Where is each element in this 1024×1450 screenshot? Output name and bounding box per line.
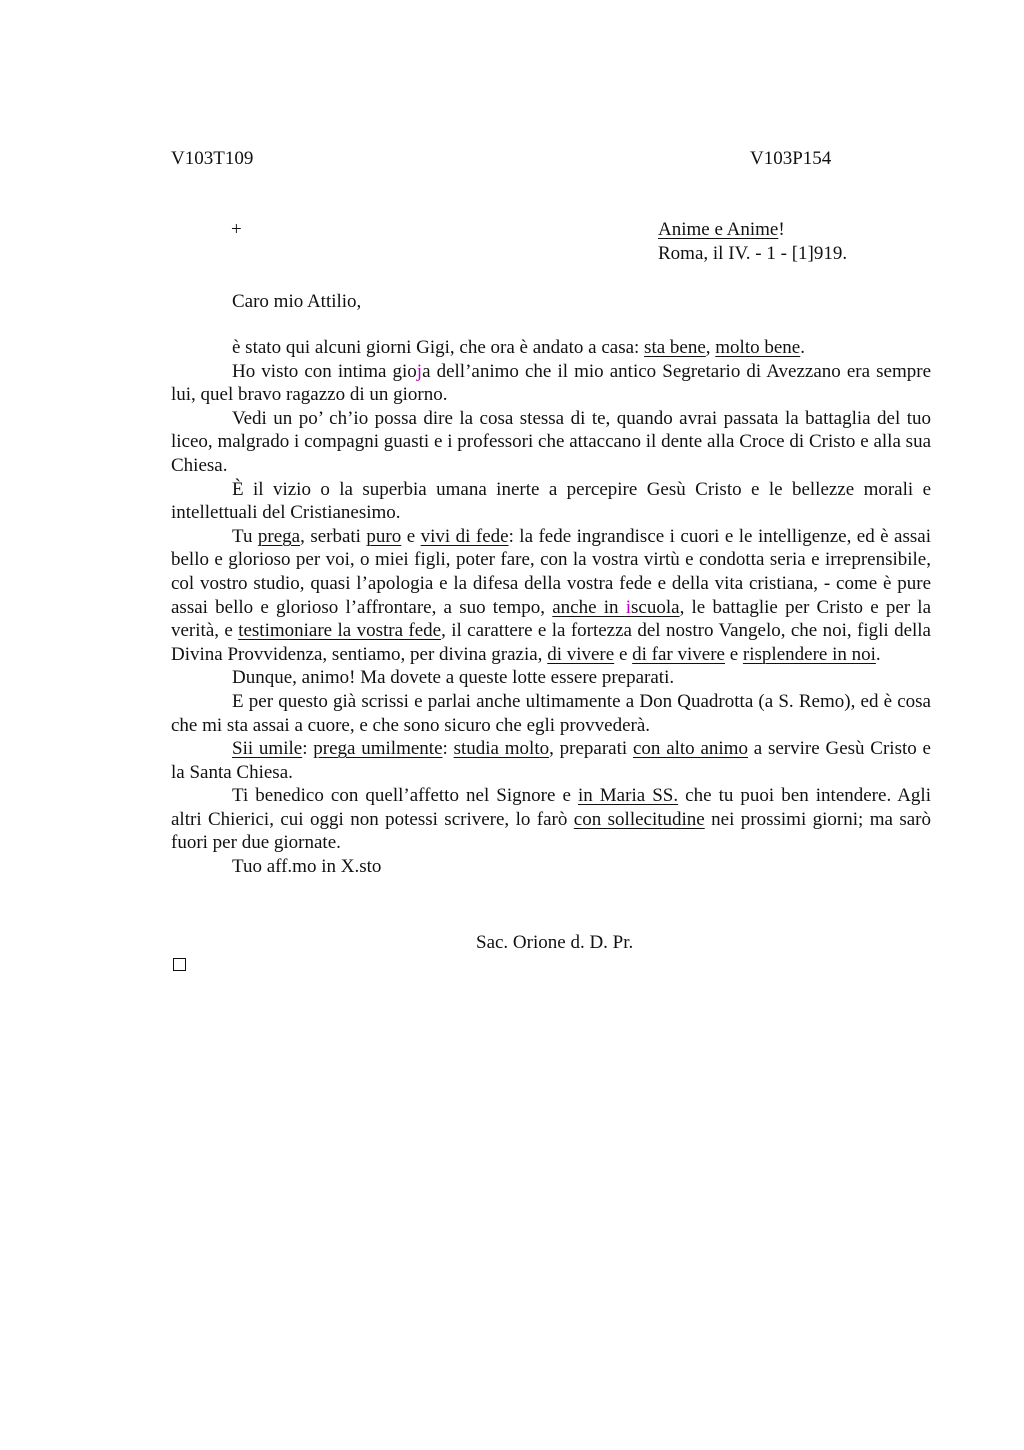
- text-run: e: [614, 643, 633, 665]
- text-run: che tu puoi ben intendere. Agli altri Chierici, cui oggi non potessi scrivere, lo farò: [171, 785, 931, 830]
- underlined-text: di far vivere: [632, 643, 725, 665]
- text-run: .: [875, 643, 881, 665]
- underlined-text: prega umilmente: [313, 738, 443, 760]
- text-run: Ti benedico con quell’affetto nel Signore e: [232, 785, 578, 807]
- text-run: Ho visto con intima gio: [232, 360, 417, 382]
- text-run: : la fede ingrandisce i cuori e le intelligenze, ed è assai bello e glorioso per voi, o miei figli, poter fare, con la vostra virtù e condotta seria e irreprensibile, col vostro studio, quasi l’apologia e la difesa della vostra fede e della vita cristiana, - come è pure assai bello e glorioso l’affrontare, a suo tempo,: [171, 525, 931, 618]
- header-left-code: V103T109: [171, 148, 254, 169]
- underlined-text: Sii umile: [232, 738, 303, 760]
- salutation: Caro mio Attilio,: [232, 291, 362, 312]
- underlined-text: sta bene: [644, 337, 706, 358]
- underlined-text: puro: [366, 525, 402, 547]
- paragraph-9: [171, 784, 931, 855]
- header-right-code: V103P154: [750, 148, 832, 169]
- text-run: scuola: [631, 596, 680, 618]
- text-run: , il carattere e la fortezza del nostro Vangelo, che noi, figli della Divina Provvidenza, sentiamo, per divina grazia,: [171, 620, 931, 665]
- text-run: :: [442, 738, 454, 760]
- signature: Sac. Orione d. D. Pr.: [476, 932, 634, 953]
- checkbox-square-icon: [173, 958, 186, 971]
- underlined-text: vivi di fede: [420, 525, 509, 547]
- underlined-text: prega: [257, 525, 301, 547]
- text-run: anche in: [552, 596, 626, 618]
- underlined-text: con alto animo: [632, 738, 748, 760]
- text-run: , serbati: [300, 525, 367, 547]
- underlined-text: in Maria SS.: [577, 785, 679, 807]
- cross-mark: +: [231, 219, 242, 240]
- text-run: :: [302, 738, 314, 760]
- underlined-text: studia molto: [453, 738, 550, 760]
- paragraph-5: [171, 525, 931, 667]
- underlined-text: [552, 597, 679, 618]
- text-run: .: [800, 337, 805, 358]
- text-run: , le battaglie per Cristo e per la verità, e: [171, 596, 932, 642]
- motto-punct: !: [778, 219, 785, 240]
- highlighted-letter: i: [625, 596, 632, 618]
- underlined-text: risplendere in noi: [742, 643, 876, 665]
- text-run: e: [724, 643, 743, 665]
- paragraph-10: Tuo aff.mo in X.sto: [232, 856, 382, 878]
- paragraph-2: [171, 360, 931, 407]
- paragraph-6: Dunque, animo! Ma dovete a queste lotte essere preparati.: [232, 667, 675, 689]
- highlighted-letter: j: [416, 360, 423, 382]
- underlined-text: testimoniare la vostra fede: [238, 620, 442, 642]
- text-run: e: [401, 525, 421, 547]
- paragraph-4: È il vizio o la superbia umana inerte a percepire Gesù Cristo e le bellezze morali e intellettuali del Cristianesimo.: [171, 478, 931, 524]
- paragraph-8: [171, 737, 931, 784]
- motto-text: Anime e Anime: [658, 219, 779, 240]
- letter-body: [171, 336, 931, 879]
- paragraph-7: E per questo già scrissi e parlai anche ultimamente a Don Quadrotta (a S. Remo), ed è cosa che mi sta assai a cuore, e che sono sicuro che egli provvederà.: [171, 690, 931, 736]
- text-run: Tu: [232, 525, 258, 547]
- text-run: a servire Gesù Cristo e la Santa Chiesa.: [171, 738, 931, 783]
- paragraph-1: [171, 336, 931, 360]
- text-run: , preparati: [549, 738, 633, 760]
- text-run: nei prossimi giorni; ma sarò fuori per due giornate.: [171, 808, 931, 854]
- text-run: è stato qui alcuni giorni Gigi, che ora è andato a casa:: [232, 337, 645, 358]
- underlined-text: molto bene: [715, 337, 801, 358]
- text-run: ,: [705, 337, 716, 358]
- place-date: Roma, il IV. - 1 - [1]919.: [658, 243, 848, 264]
- motto: [658, 219, 785, 241]
- underlined-text: con sollecitudine: [573, 808, 705, 830]
- paragraph-3: Vedi un po’ ch’io possa dire la cosa stessa di te, quando avrai passata la battaglia del tuo liceo, malgrado i compagni guasti e i professori che attaccano il dente alla Croce di Cristo e alla sua Chiesa.: [171, 407, 931, 476]
- underlined-text: di vivere: [547, 643, 615, 665]
- text-run: a dell’animo che il mio antico Segretario di Avezzano era sempre lui, quel bravo ragazzo di un giorno.: [171, 360, 932, 406]
